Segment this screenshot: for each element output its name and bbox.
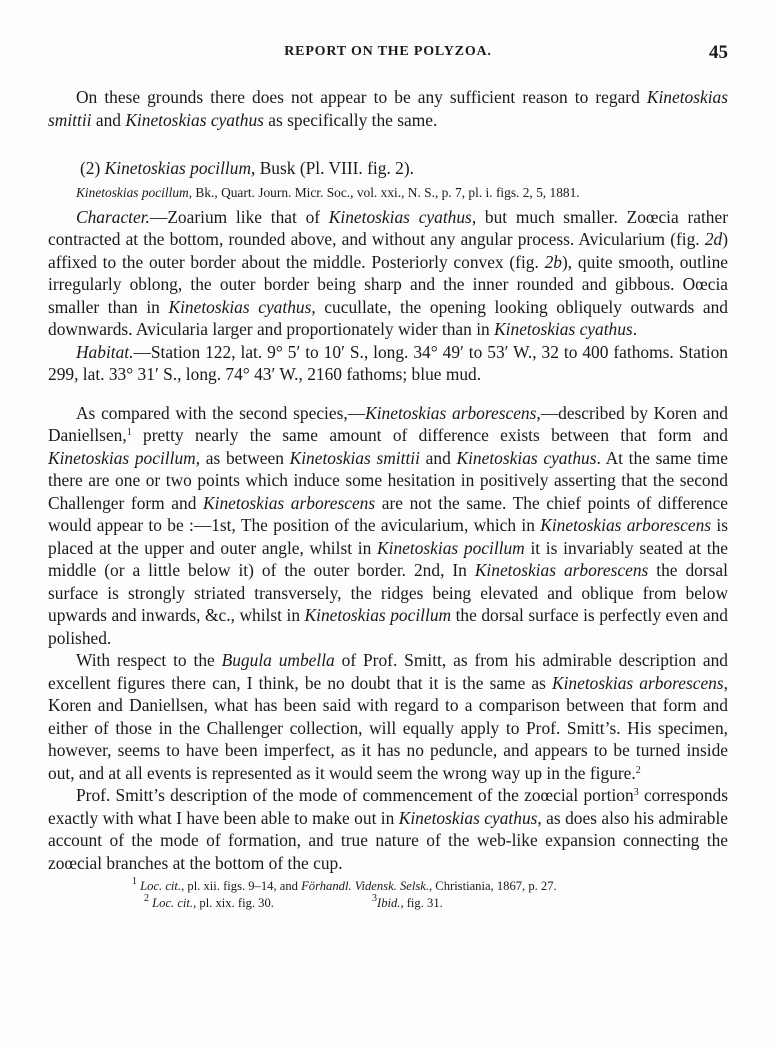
footnotes — [48, 878, 728, 912]
habitat-label: Habitat. — [76, 341, 134, 362]
footnote-2: $^2$ Loc. cit., pl. xix. fig. 30. — [144, 893, 274, 910]
synonymy-reference: Kinetoskias pocillum, Bk., Quart. Journ. Micr. Soc., vol. xxi., N. S., p. 7, pl. i. figs. 2, 5, 1881. — [76, 184, 580, 200]
page-number: 45 — [709, 42, 728, 63]
comparison-paragraph: As compared with the second species,—Kinetoskias arborescens,—described by Koren and Daniellsen,$^1$ pretty nearly the same amount of difference exists between that form and Kinetoskias pocillum, as between Kinetoskias smittii and Kinetoskias cyathus. At the same time there are one or two points which induce some hesitation in positively asserting that the second Challenger form and Kinetoskias arborescens are not the same. The chief points of difference would appear to be :—1st, The position of the avicularium, which in Kinetoskias arborescens is placed at the upper and outer angle, whilst in Kinetoskias pocillum it is invariably seated at the middle (or a little below it) of the outer border. 2nd, In Kinetoskias arborescens the dorsal surface is strongly striated transversely, the ridges being elevated and oblique from below upwards and inwards, &c., whilst in Kinetoskias pocillum the dorsal surface is perfectly even and polished. — [48, 402, 728, 648]
intro-paragraph: On these grounds there does not appear to be any sufficient reason to regard Kinetoskias smittii and Kinetoskias cyathus as specifically the same. — [48, 87, 728, 130]
page-body — [48, 86, 728, 912]
footnote-3: $^3$Ibid., fig. 31. — [372, 893, 443, 910]
footnote-ref-1: 1 — [126, 427, 132, 438]
habitat-paragraph: Habitat.—Station 122, lat. 9° 5′ to 10′ S., long. 34° 49′ to 53′ W., 32 to 400 fathoms. Station 299, lat. 33° 31′ S., long. 74° 43′ W., 2160 fathoms; blue mud. — [48, 341, 728, 384]
page-header — [48, 44, 728, 68]
smitt-paragraph: Prof. Smitt’s description of the mode of commencement of the zoœcial portion$^3$ corresponds exactly with what I have been able to make out in Kinetoskias cyathus, as does also his admirable account of the mode of formation, and true nature of the web-like expansion connecting the zoœcial branches at the bottom of the cup. — [48, 785, 728, 873]
running-title: REPORT ON THE POLYZOA. — [284, 44, 492, 59]
character-paragraph: Character.—Zoarium like that of Kinetoskias cyathus, but much smaller. Zoœcia rather contracted at the bottom, rounded above, and without any angular process. Avicularium (fig. 2d) affixed to the outer border about the middle. Posteriorly convex (fig. 2b), quite smooth, outline irregularly oblong, the outer border being sharp and the inner rounded and gibbous. Oœcia smaller than in Kinetoskias cyathus, cucullate, the opening looking obliquely outwards and downwards. Avicularia larger and proportionately wider than in Kinetoskias cyathus. — [48, 206, 729, 339]
bugula-paragraph: With respect to the Bugula umbella of Prof. Smitt, as from his admirable description and excellent figures there can, I think, be no doubt that it is the same as Kinetoskias arborescens, Koren and Daniellsen, what has been said with regard to a comparison between that form and either of those in the Challenger collection, will equally apply to Prof. Smitt’s. His specimen, however, seems to have been imperfect, as it has no peduncle, and appears to be turned inside out, and at all events is represented as it would seem the wrong way up in the figure.$^2$ — [48, 650, 728, 783]
footnote-ref-2: 2 — [635, 764, 641, 776]
species-heading: (2) Kinetoskias pocillum, Busk (Pl. VIII. fig. 2). — [80, 158, 414, 178]
footnote-row — [48, 895, 728, 912]
character-label: Character. — [76, 206, 150, 227]
footnote-1: $^1$ Loc. cit., pl. xii. figs. 9–14, and Förhandl. Vidensk. Selsk., Christiania, 1867, p. 27. — [132, 876, 557, 893]
footnote-ref-3: 3 — [633, 787, 639, 798]
